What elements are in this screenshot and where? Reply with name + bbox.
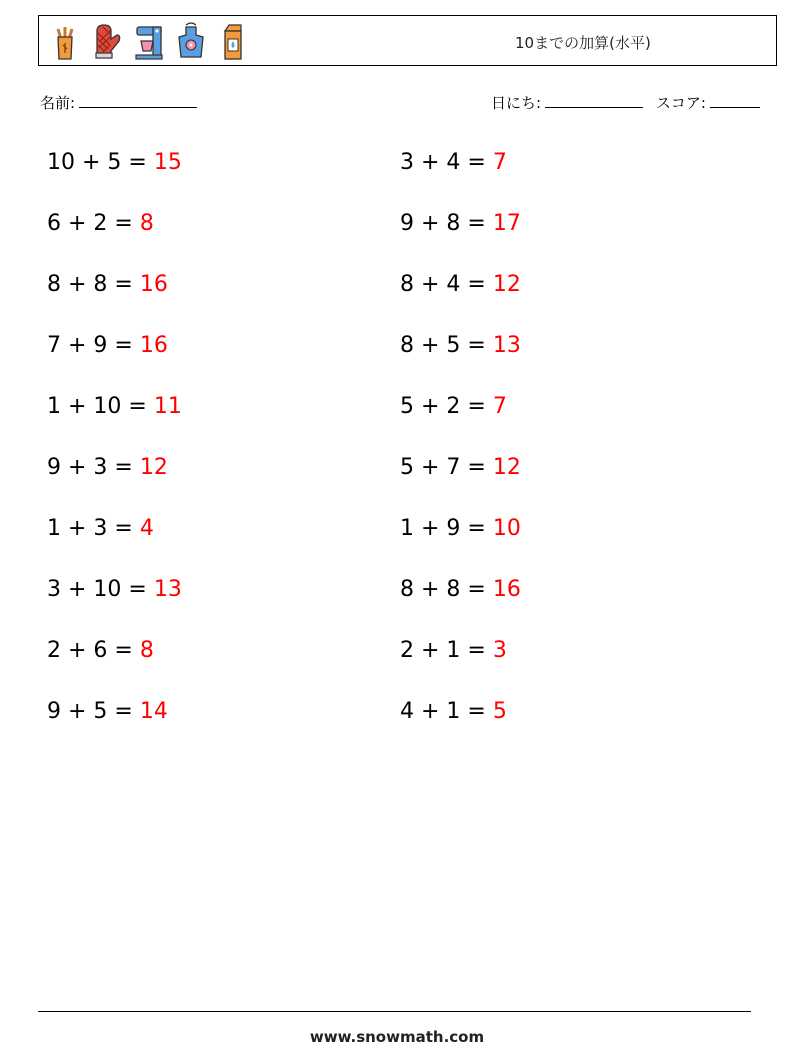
date-blank[interactable] — [545, 93, 643, 108]
name-blank[interactable] — [79, 93, 197, 108]
problem-item — [400, 270, 521, 300]
problem-question: 9 + 8 = — [400, 211, 486, 236]
problem-question: 6 + 2 = — [47, 211, 133, 236]
problem-question: 2 + 6 = — [47, 638, 133, 663]
problem-item — [47, 636, 154, 666]
problem-item — [400, 514, 521, 544]
worksheet-title: 10までの加算(水平) — [515, 34, 651, 52]
problem-answer: 12 — [139, 455, 168, 480]
problem-item — [400, 453, 521, 483]
worksheet-header — [38, 15, 777, 66]
problem-answer: 10 — [492, 516, 521, 541]
problem-answer: 14 — [139, 699, 168, 724]
problem-question: 5 + 7 = — [400, 455, 486, 480]
problem-item — [400, 331, 521, 361]
problem-answer: 4 — [139, 516, 154, 541]
problem-item — [400, 636, 507, 666]
problem-item — [47, 697, 168, 727]
problem-answer: 16 — [492, 577, 521, 602]
problem-question: 2 + 1 = — [400, 638, 486, 663]
problem-answer: 15 — [153, 150, 182, 175]
milk-carton-icon — [217, 21, 249, 61]
problem-item — [47, 575, 182, 605]
problem-question: 5 + 2 = — [400, 394, 486, 419]
problem-answer: 5 — [492, 699, 507, 724]
problem-question: 9 + 3 = — [47, 455, 133, 480]
problem-item — [400, 209, 521, 239]
problem-item — [47, 453, 168, 483]
problem-answer: 12 — [492, 455, 521, 480]
problem-item — [400, 148, 507, 178]
problem-question: 8 + 4 = — [400, 272, 486, 297]
problem-item — [47, 270, 168, 300]
problem-question: 8 + 5 = — [400, 333, 486, 358]
problem-answer: 12 — [492, 272, 521, 297]
problem-answer: 3 — [492, 638, 507, 663]
problem-question: 3 + 4 = — [400, 150, 486, 175]
problem-answer: 8 — [139, 211, 154, 236]
problem-item — [400, 575, 521, 605]
date-score-field — [491, 92, 760, 113]
problem-question: 8 + 8 = — [47, 272, 133, 297]
problem-item — [47, 331, 168, 361]
stand-mixer-icon — [133, 21, 165, 61]
problem-answer: 16 — [139, 272, 168, 297]
problem-answer: 13 — [153, 577, 182, 602]
problem-answer: 11 — [153, 394, 182, 419]
problem-question: 4 + 1 = — [400, 699, 486, 724]
score-blank[interactable] — [710, 93, 760, 108]
problem-question: 1 + 3 = — [47, 516, 133, 541]
problem-question: 10 + 5 = — [47, 150, 147, 175]
footer-divider — [38, 1011, 751, 1012]
problem-item — [400, 697, 507, 727]
problem-answer: 16 — [139, 333, 168, 358]
problem-item — [47, 514, 154, 544]
name-field — [40, 92, 197, 113]
header-icons — [49, 21, 249, 61]
problem-question: 7 + 9 = — [47, 333, 133, 358]
problem-item — [47, 392, 182, 422]
oven-mitt-icon — [91, 21, 123, 61]
problem-question: 1 + 9 = — [400, 516, 486, 541]
problem-question: 8 + 8 = — [400, 577, 486, 602]
problem-question: 9 + 5 = — [47, 699, 133, 724]
problem-answer: 7 — [492, 394, 507, 419]
footer-url: www.snowmath.com — [309, 1028, 485, 1046]
problem-item — [47, 209, 154, 239]
problem-answer: 13 — [492, 333, 521, 358]
problem-item — [400, 392, 507, 422]
name-label: 名前: — [40, 94, 76, 112]
date-label: 日にち: — [491, 94, 542, 112]
problem-answer: 8 — [139, 638, 154, 663]
problem-question: 1 + 10 = — [47, 394, 147, 419]
problem-answer: 7 — [492, 150, 507, 175]
utensil-holder-icon — [49, 21, 81, 61]
score-label: スコア: — [655, 94, 706, 112]
problem-question: 3 + 10 = — [47, 577, 147, 602]
problem-answer: 17 — [492, 211, 521, 236]
problem-item — [47, 148, 182, 178]
apron-icon — [175, 21, 207, 61]
